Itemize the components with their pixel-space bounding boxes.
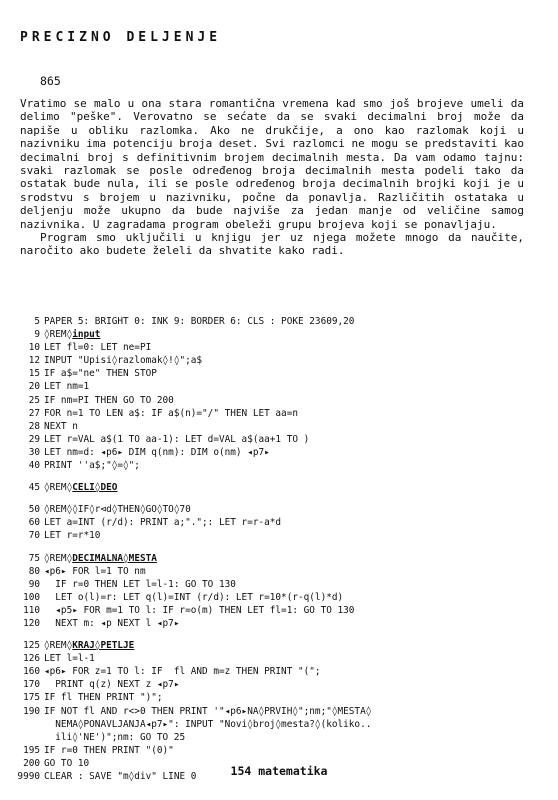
code-line — [8, 617, 528, 630]
code-line — [8, 718, 528, 731]
paragraph: Vratimo se malo u ona stara romantična vremena kad smo još brojeve umeli da delimo "peške". Verovatno se sećate da se svaki decimalni broj može da napiše u obliku razlomka. Ako ne drukčije, a ono kao razlomak koji u nazivniku ima potenciju broja deset. Svi razlomci ne mogu se predstaviti kao decimalni broj s definitivnim brojem decimalnih mesta. Da vam odamo tajnu: svaki razlomak se posle određenog broja decimalnih mesta podeli tako da ostatak bude nula, ili se posle određenog broja decimalnih brojki koji je u srodstvu s brojem u nazivniku, počne da ponavlja. Različitih ostataka u deljenju može ukupno da bude najviše za jedan manje od veličine samog nazivnika. U zagradama program obeleži grupu brojeva koji se ponavljaju. — [20, 97, 524, 231]
line-number: 120 — [23, 617, 40, 629]
code-text: PAPER 5: BRIGHT 0: INK 9: BORDER 6: CLS : POKE 23609,20 — [44, 316, 355, 327]
code-text: FOR n=1 TO LEN a$: IF a$(n)="/" THEN LET aa=n — [44, 407, 298, 419]
listing-gap — [8, 543, 528, 552]
code-line — [8, 394, 528, 407]
line-number: 28 — [28, 420, 40, 432]
rem-prefix: ◊REM◊ — [44, 640, 73, 652]
code-line — [8, 744, 528, 757]
paragraph: Program smo uključili u knjigu jer uz njega možete mnogo da naučite, naročito ako budete želeli da shvatite kako radi. — [20, 231, 524, 258]
code-line — [8, 591, 528, 604]
code-text: ili◊'NE')";nm: GO TO 25 — [44, 731, 186, 743]
code-text: IF a$="ne" THEN STOP — [44, 368, 157, 380]
code-line — [8, 328, 528, 341]
code-text: ◂p6▸ FOR l=1 TO nm — [44, 565, 146, 577]
code-line — [8, 407, 528, 420]
code-line — [8, 731, 528, 744]
code-text: ◂p6▸ FOR z=1 TO l: IF fl AND m=z THEN PRINT "("; — [44, 666, 321, 678]
line-number: 60 — [28, 517, 40, 529]
code-text: LET r=r*10 — [44, 530, 101, 542]
code-line — [8, 367, 528, 380]
listing-gap — [8, 472, 528, 481]
line-number: 12 — [28, 355, 40, 367]
code-text — [44, 639, 528, 652]
code-line — [8, 420, 528, 433]
code-line — [8, 565, 528, 578]
article-body — [20, 97, 524, 258]
line-number: 80 — [28, 565, 40, 577]
code-line — [8, 459, 528, 472]
code-line — [8, 578, 528, 591]
line-number: 125 — [23, 640, 40, 652]
line-number: 50 — [28, 504, 40, 516]
line-number: 190 — [23, 705, 40, 717]
code-line — [8, 652, 528, 665]
code-text: IF fl THEN PRINT ")"; — [44, 692, 163, 704]
code-line — [8, 705, 528, 718]
code-text — [44, 481, 528, 494]
line-number — [8, 718, 40, 731]
line-number: 40 — [28, 460, 40, 472]
code-line — [8, 639, 528, 652]
code-text: LET nm=1 — [44, 381, 90, 393]
code-text: IF r=0 THEN PRINT "(0)" — [44, 744, 174, 756]
code-text: LET r=VAL a$(1 TO aa-1): LET d=VAL a$(aa+1 TO ) — [44, 433, 310, 445]
line-number: 45 — [28, 482, 40, 494]
basic-listing — [8, 315, 528, 783]
code-text: LET a=INT (r/d): PRINT a;".";: LET r=r-a*d — [44, 517, 282, 529]
code-line — [8, 446, 528, 459]
line-number: 5 — [34, 316, 40, 327]
code-line — [8, 678, 528, 691]
line-number: 70 — [28, 530, 40, 542]
code-text — [44, 552, 528, 565]
code-text: CLEAR : SAVE "m◊div" LINE 0 — [44, 771, 197, 782]
line-number: 100 — [23, 591, 40, 603]
line-number: 20 — [28, 381, 40, 393]
code-text: IF NOT fl AND r<>0 THEN PRINT '"◂p6▸NA◊PRVIH◊";nm;"◊MESTA◊ — [44, 705, 372, 717]
code-line — [8, 341, 528, 354]
line-number: 126 — [23, 653, 40, 665]
code-line — [8, 354, 528, 367]
page-footer: 154 matematika — [230, 764, 328, 778]
code-text: LET fl=0: LET ne=PI — [44, 342, 152, 354]
line-number: 30 — [28, 446, 40, 458]
code-text: GO TO 10 — [44, 757, 90, 769]
line-number: 170 — [23, 679, 40, 691]
line-number: 160 — [23, 666, 40, 678]
code-line — [8, 529, 528, 542]
section-label: KRAJ◊PETLJE — [72, 640, 135, 652]
line-number: 29 — [28, 433, 40, 445]
code-line — [8, 604, 528, 617]
code-text: PRINT ''a$;"◊=◊"; — [44, 460, 140, 472]
section-label: input — [72, 329, 101, 341]
listing-gap — [8, 494, 528, 503]
code-line — [8, 433, 528, 446]
code-text: PRINT q(z) NEXT z ◂p7▸ — [44, 679, 180, 691]
code-text: INPUT "Upisi◊razlomak◊!◊";a$ — [44, 355, 203, 367]
line-number: 10 — [28, 342, 40, 354]
rem-prefix: ◊REM◊ — [44, 552, 73, 564]
code-text: ◊REM◊◊IF◊r⊲d◊THEN◊GO◊TO◊70 — [44, 504, 191, 516]
code-text: NEXT n — [44, 420, 78, 432]
code-line — [8, 516, 528, 529]
section-label: DECIMALNA◊MESTA — [72, 552, 157, 564]
code-line — [8, 380, 528, 393]
code-line — [8, 552, 528, 565]
code-text — [44, 328, 528, 341]
line-number: 25 — [28, 394, 40, 406]
code-text: LET l=l-1 — [44, 653, 95, 665]
rem-prefix: ◊REM◊ — [44, 482, 73, 494]
code-line — [8, 315, 528, 328]
rem-prefix: ◊REM◊ — [44, 329, 73, 341]
page-title: PRECIZNO DELJENJE — [20, 30, 222, 45]
code-text: LET nm=d: ◂p6▸ DIM q(nm): DIM o(nm) ◂p7▸ — [44, 446, 270, 458]
section-label: CELI◊DEO — [72, 482, 118, 494]
code-text: NEMA◊PONAVLJANJA◂p7▸": INPUT "Novi◊broj◊mesta?◊(koliko.. — [44, 718, 372, 730]
code-line — [8, 481, 528, 494]
line-number: 9990 — [17, 771, 40, 782]
line-number: 110 — [23, 604, 40, 616]
code-line — [8, 691, 528, 704]
code-text: IF nm=PI THEN GO TO 200 — [44, 394, 174, 406]
line-number: 75 — [28, 552, 40, 564]
line-number: 90 — [28, 578, 40, 590]
listing-gap — [8, 630, 528, 639]
program-number: 865 — [40, 74, 61, 88]
line-number: 15 — [28, 368, 40, 380]
code-text: IF r=0 THEN LET l=l-1: GO TO 130 — [44, 578, 236, 590]
line-number: 200 — [23, 757, 40, 769]
code-line — [8, 665, 528, 678]
line-number: 195 — [23, 744, 40, 756]
code-text: ◂p5▸ FOR m=1 TO l: IF r=o(m) THEN LET fl=1: GO TO 130 — [44, 604, 355, 616]
line-number: 9 — [34, 329, 40, 341]
line-number: 27 — [28, 407, 40, 419]
code-line — [8, 503, 528, 516]
line-number: 175 — [23, 692, 40, 704]
code-text: NEXT m: ◂p NEXT l ◂p7▸ — [44, 617, 180, 629]
line-number — [8, 731, 40, 744]
code-text: LET o(l)=r: LET q(l)=INT (r/d): LET r=10*(r-q(l)*d) — [44, 591, 344, 603]
